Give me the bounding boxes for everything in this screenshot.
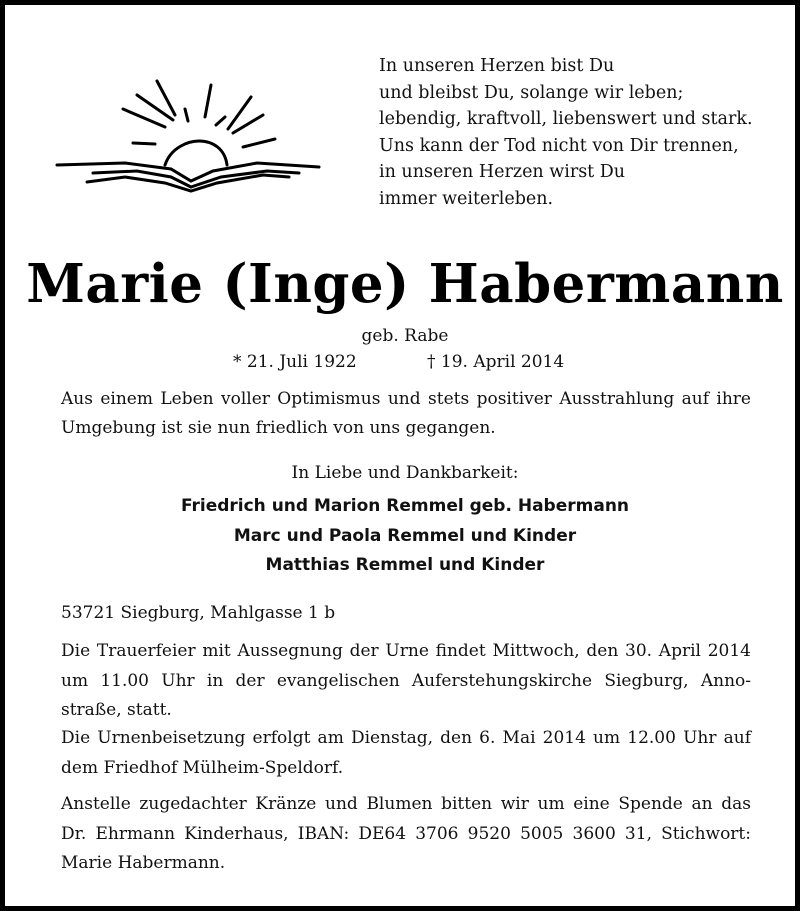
poem-line: immer weiterleben. [379,188,554,209]
donation-line: Anstelle zugedachter Kränze und Blumen bitten wir um eine Spende an das [61,794,751,814]
mourner-line: Matthias Remmel und Kinder [265,555,545,575]
death-date: † 19. April 2014 [427,352,565,372]
funeral-line: um 11.00 Uhr in der evangelischen Auferstehungskirche Siegburg, Anno- [61,670,751,691]
mourners-list [5,492,800,581]
mourner-line: Friedrich und Marion Remmel geb. Habermann [180,496,630,516]
poem-line: In unseren Herzen bist Du [379,56,615,76]
family-address: 53721 Siegburg, Mahlgasse 1 b [61,603,336,623]
birth-date: * 21. Juli 1922 [233,352,357,372]
funeral-line: Die Trauerfeier mit Aussegnung der Urne findet Mittwoch, den 30. April 2014 [61,641,751,661]
donation-info [61,790,751,879]
funeral-service-info [61,637,751,726]
memorial-poem [379,53,759,213]
thanks-heading: In Liebe und Dankbarkeit: [291,463,519,483]
burial-line: Die Urnenbeisetzung erfolgt am Dienstag, den 6. Mai 2014 um 12.00 Uhr auf [61,728,751,748]
donation-line: Marie Habermann. [61,853,226,873]
intro-text [61,385,751,443]
poem-line: Uns kann der Tod nicht von Dir trennen, [379,135,739,156]
poem-line: lebendig, kraftvoll, liebenswert und stark. [379,109,753,130]
poem-line: und bleibst Du, solange wir leben; [379,82,684,103]
mourner-line: Marc und Paola Remmel und Kinder [233,525,577,546]
birth-name: geb. Rabe [361,326,449,346]
intro-line: Umgebung ist sie nun friedlich von uns gegangen. [61,418,496,438]
intro-line: Aus einem Leben voller Optimismus und stets positiver Ausstrahlung auf ihre [61,389,751,409]
urn-burial-info [61,724,751,783]
donation-line: Dr. Ehrmann Kinderhaus, IBAN: DE64 3706 9520 5005 3600 31, Stichwort: [61,823,751,844]
poem-line: in unseren Herzen wirst Du [379,162,626,183]
funeral-line: straße, statt. [61,700,172,720]
burial-line: dem Friedhof Mülheim-Speldorf. [61,757,344,778]
rising-sun-book-icon [53,77,325,197]
deceased-name: Marie (Inge) Habermann [26,253,784,315]
